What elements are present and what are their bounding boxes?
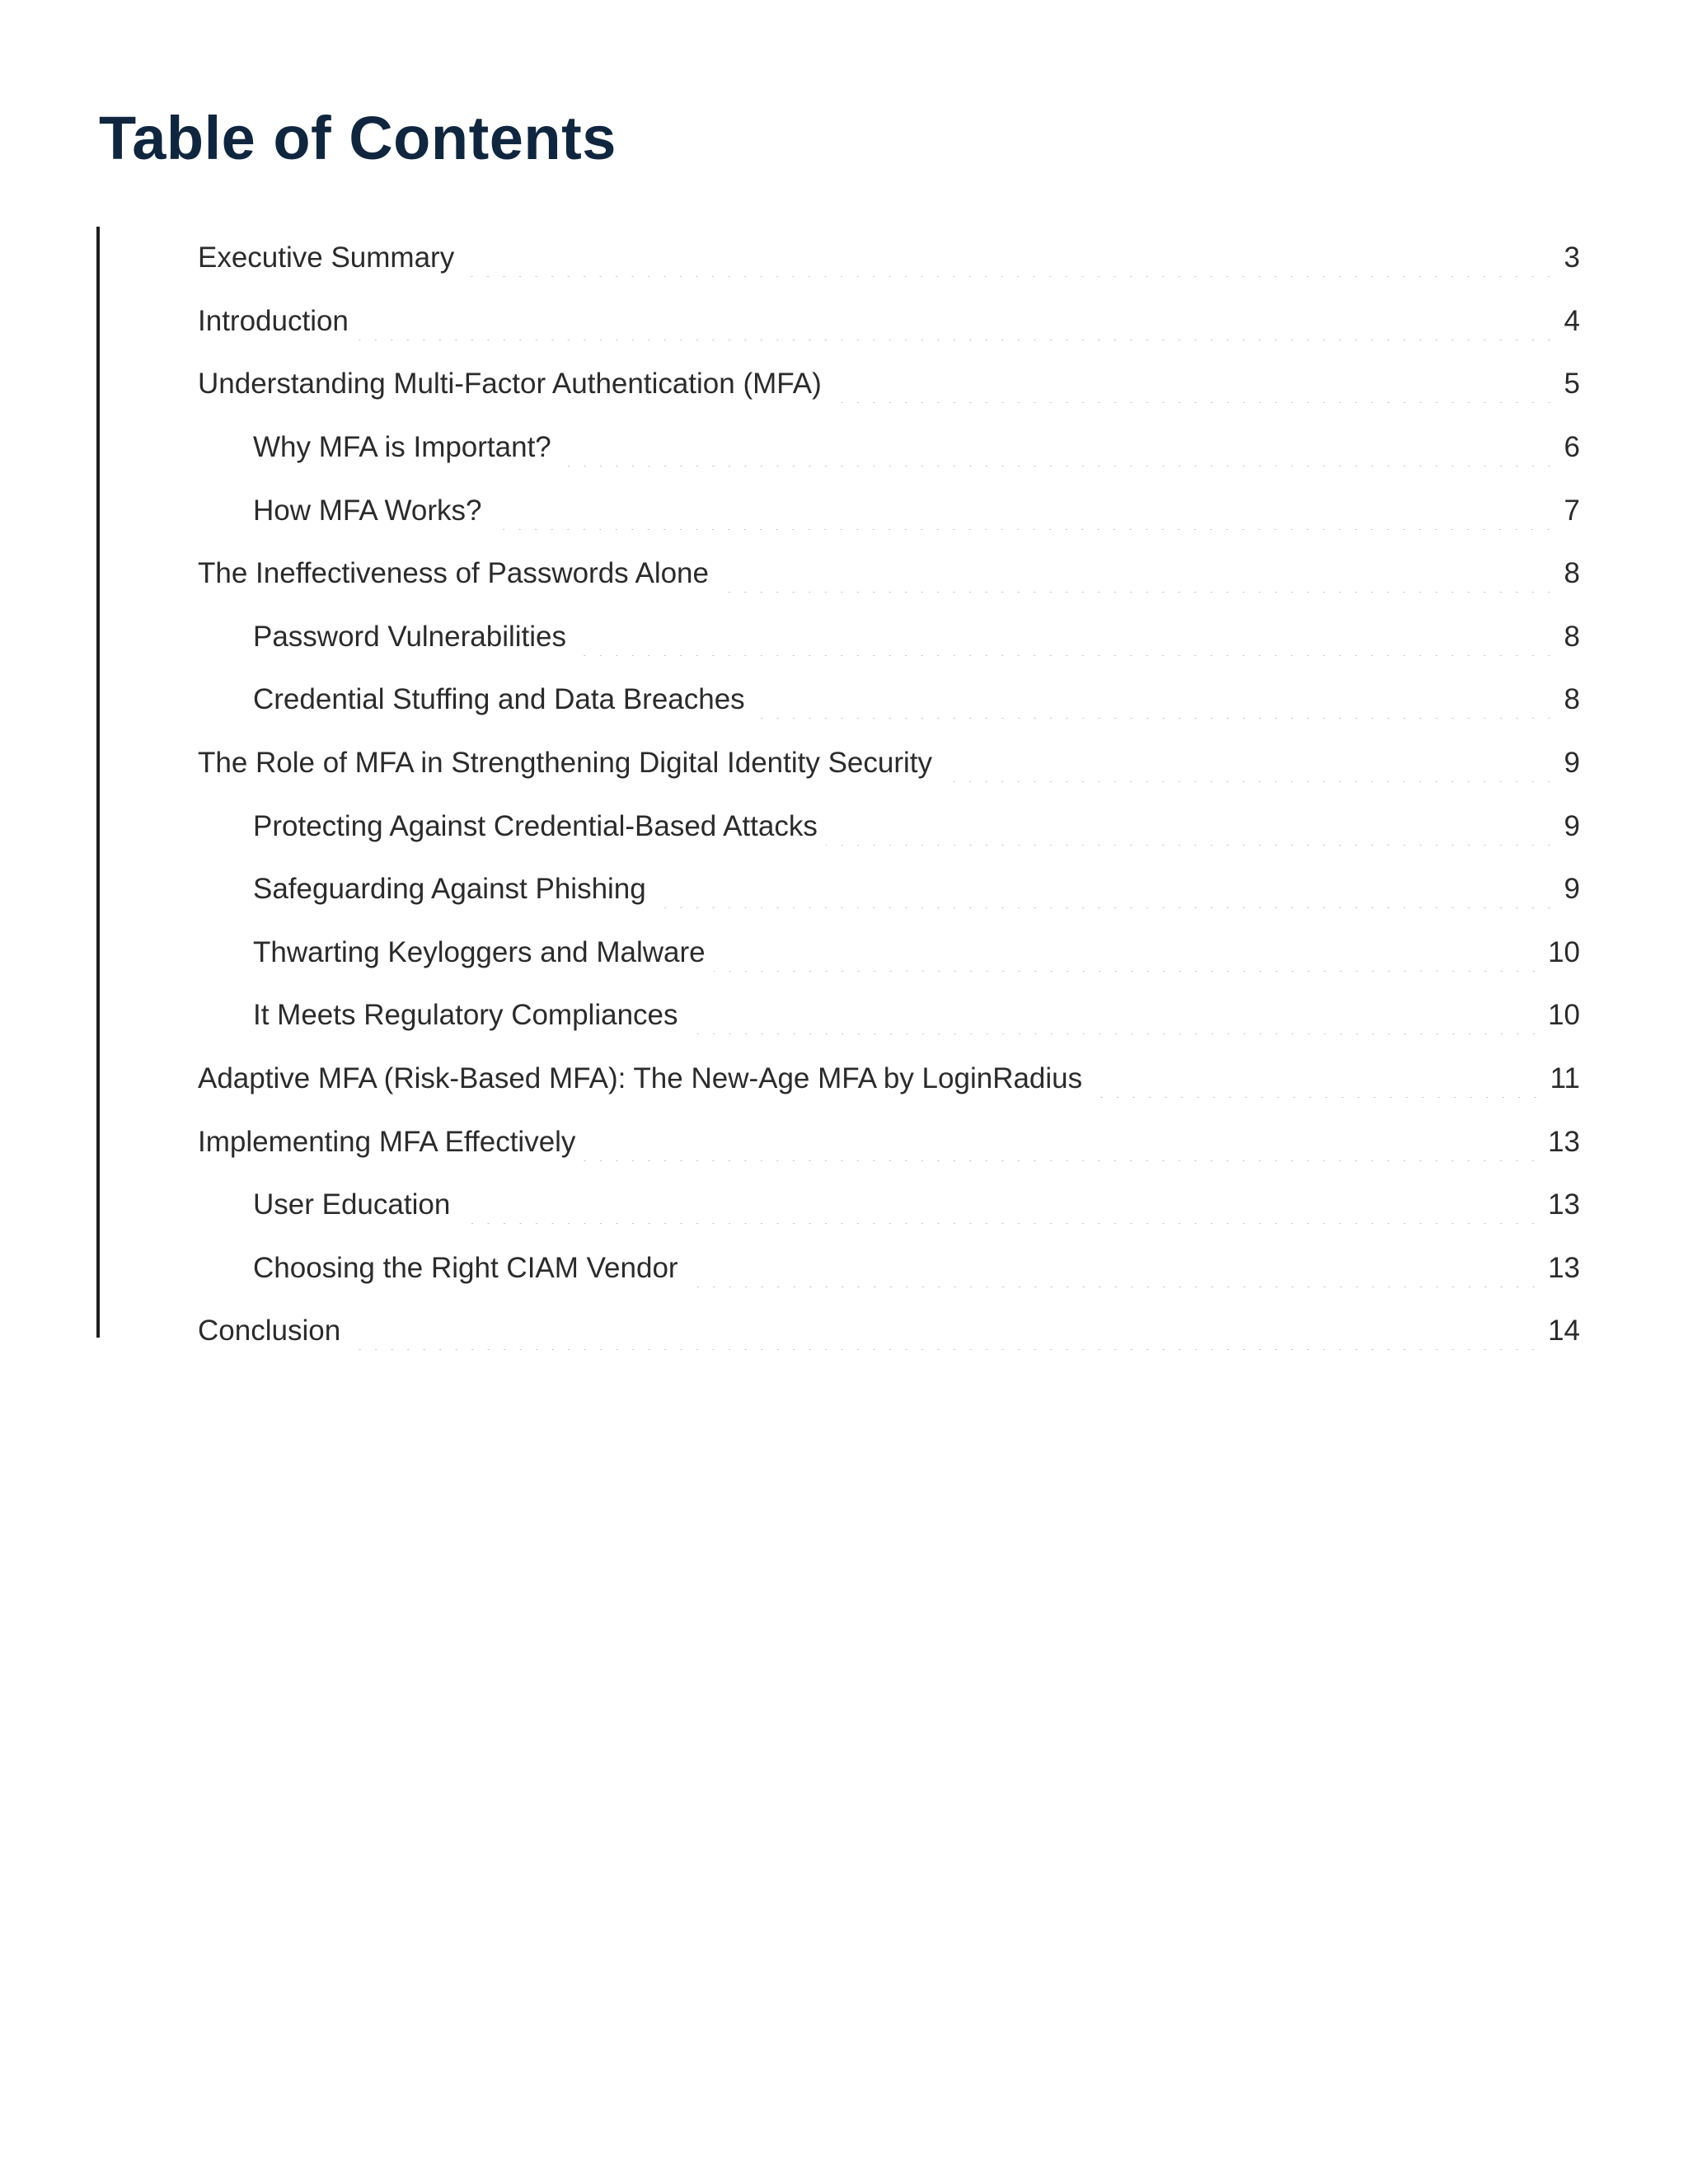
toc-entry-label: Password Vulnerabilities — [253, 620, 566, 653]
toc-entry-label: Why MFA is Important? — [253, 431, 551, 464]
dot-leader — [654, 875, 1557, 908]
toc-entry[interactable] — [198, 1047, 1580, 1111]
toc-entry[interactable] — [198, 227, 1580, 290]
dot-leader — [349, 1317, 1541, 1350]
toc-entry-label: Adaptive MFA (Risk-Based MFA): The New-Age MFA by LoginRadius — [198, 1062, 1083, 1095]
toc-list — [198, 227, 1580, 1363]
toc-entry-page: 7 — [1564, 494, 1580, 527]
dot-leader — [560, 434, 1557, 466]
toc-entry-page: 13 — [1548, 1125, 1580, 1158]
toc-entry-label: The Role of MFA in Strengthening Digital Identity Security — [198, 747, 933, 780]
toc-entry-page: 9 — [1564, 747, 1580, 780]
toc-entry-label: It Meets Regulatory Compliances — [253, 999, 678, 1032]
toc-entry-page: 11 — [1550, 1062, 1580, 1095]
toc-subentry[interactable] — [198, 606, 1580, 669]
toc-entry-label: The Ineffectiveness of Passwords Alone — [198, 557, 709, 590]
dot-leader — [462, 244, 1557, 277]
toc-entry-page: 9 — [1564, 873, 1580, 906]
toc-subentry[interactable] — [198, 1237, 1580, 1301]
dot-leader — [574, 623, 1557, 656]
toc-entry-page: 10 — [1548, 999, 1580, 1032]
dot-leader — [357, 307, 1557, 340]
toc-entry-label: How MFA Works? — [253, 494, 482, 527]
toc-entry-page: 13 — [1548, 1251, 1580, 1284]
toc-entry-label: Understanding Multi-Factor Authentication (MFA) — [198, 368, 822, 401]
toc-entry[interactable] — [198, 1300, 1580, 1363]
toc-entry-page: 14 — [1548, 1315, 1580, 1347]
toc-subentry[interactable] — [198, 416, 1580, 480]
toc-subentry[interactable] — [198, 921, 1580, 985]
toc-entry-page: 13 — [1548, 1188, 1580, 1221]
toc-entry[interactable] — [198, 1110, 1580, 1174]
toc-entry-label: Safeguarding Against Phishing — [253, 873, 646, 906]
toc-subentry[interactable] — [198, 1174, 1580, 1237]
toc-entry-page: 3 — [1564, 241, 1580, 274]
toc-entry-label: Thwarting Keyloggers and Malware — [253, 935, 706, 968]
toc-entry-page: 6 — [1564, 431, 1580, 464]
dot-leader — [687, 1001, 1542, 1034]
toc-entry-label: Credential Stuffing and Data Breaches — [253, 683, 745, 716]
toc-entry-label: Protecting Against Credential-Based Attacks — [253, 809, 818, 842]
toc-entry-page: 4 — [1564, 304, 1580, 337]
toc-subentry[interactable] — [198, 479, 1580, 542]
toc-entry-page: 8 — [1564, 683, 1580, 716]
toc-subentry[interactable] — [198, 794, 1580, 858]
dot-leader — [584, 1128, 1541, 1161]
page-title: Table of Contents — [99, 104, 617, 172]
toc-entry-label: Executive Summary — [198, 241, 455, 274]
toc-entry[interactable] — [198, 542, 1580, 606]
dot-leader — [714, 939, 1541, 972]
dot-leader — [490, 497, 1557, 530]
dot-leader — [458, 1191, 1541, 1224]
dot-leader — [830, 370, 1557, 403]
toc-entry-page: 5 — [1564, 368, 1580, 401]
dot-leader — [687, 1254, 1541, 1287]
toc-entry-label: Conclusion — [198, 1315, 341, 1347]
toc-entry-label: Choosing the Right CIAM Vendor — [253, 1251, 678, 1284]
toc-entry-label: Introduction — [198, 304, 349, 337]
toc-subentry[interactable] — [198, 858, 1580, 921]
dot-leader — [753, 686, 1557, 719]
toc-entry-label: User Education — [253, 1188, 451, 1221]
toc-entry-page: 8 — [1564, 620, 1580, 653]
toc-vertical-rule — [96, 227, 100, 1338]
toc-entry[interactable] — [198, 290, 1580, 354]
dot-leader — [717, 560, 1557, 593]
dot-leader — [826, 813, 1557, 846]
toc-subentry[interactable] — [198, 668, 1580, 732]
toc-entry-page: 8 — [1564, 557, 1580, 590]
dot-leader — [940, 749, 1557, 782]
dot-leader — [1090, 1065, 1544, 1098]
toc-entry-page: 9 — [1564, 809, 1580, 842]
toc-subentry[interactable] — [198, 984, 1580, 1047]
toc-entry-page: 10 — [1548, 935, 1580, 968]
toc-entry[interactable] — [198, 732, 1580, 795]
toc-entry-label: Implementing MFA Effectively — [198, 1125, 576, 1158]
toc-entry[interactable] — [198, 353, 1580, 416]
